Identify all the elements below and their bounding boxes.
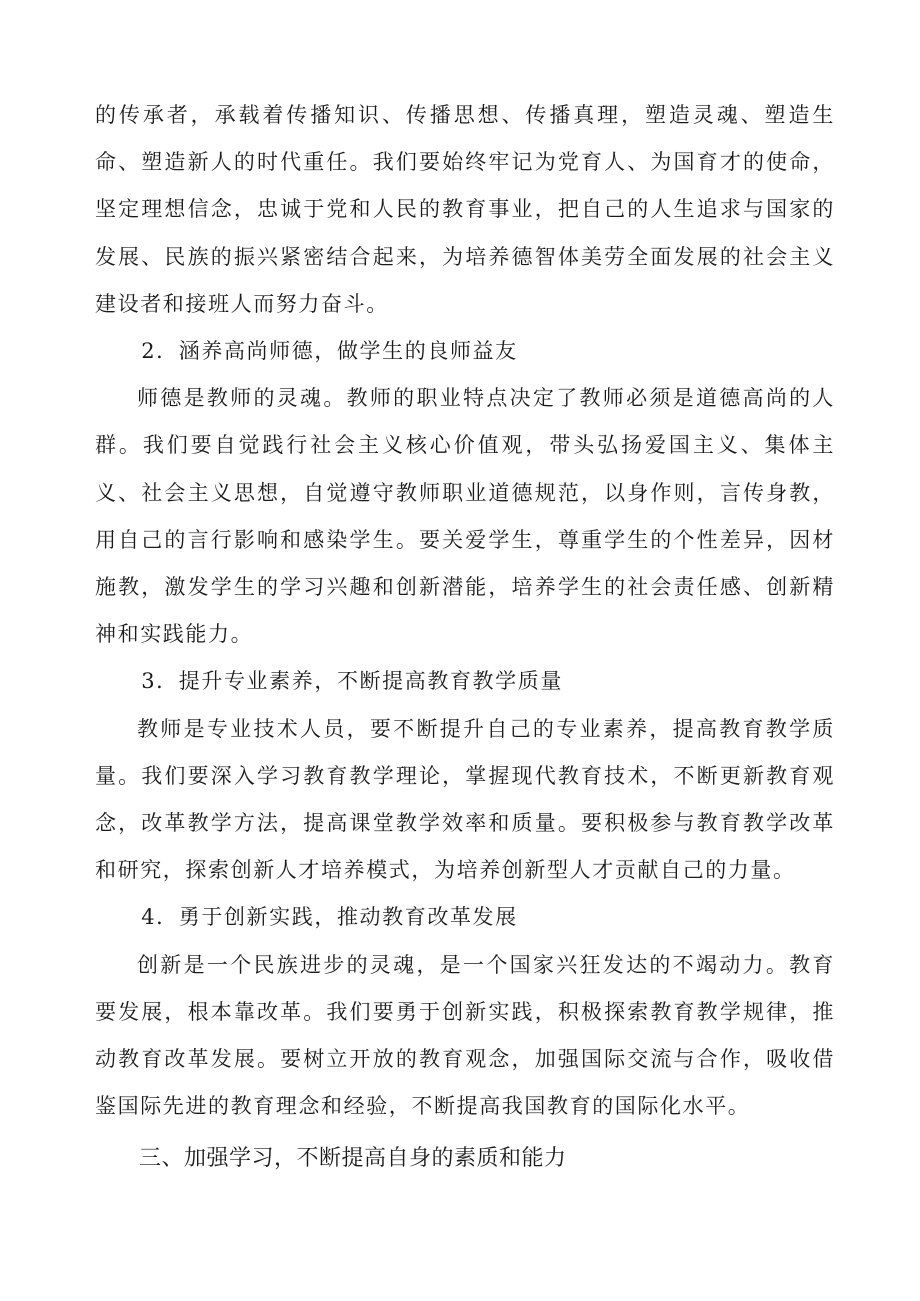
paragraph-4: 创新是一个民族进步的灵魂，是一个国家兴狂发达的不竭动力。教育要发展，根本靠改革。我们要勇于创新实践，积极探索教育教学规律，推动教育改革发展。要树立开放的教育观念，加强国际交流与合作，吸收借鉴国际先进的教育理念和经验，不断提高我国教育的国际化水平。 (95, 952, 835, 1119)
subheading-2: 2．涵养高尚师德，做学生的良师益友 (141, 339, 518, 364)
paragraph-intro: 的传承者，承载着传播知识、传播思想、传播真理，塑造灵魂、塑造生命、塑造新人的时代重任。我们要始终牢记为党育人、为国育才的使命，坚定理想信念，忠诚于党和人民的教育事业，把自己的人生追求与国家的发展、民族的振兴紧密结合起来，为培养德智体美劳全面发展的社会主义建设者和接班人而努力奋斗。 (95, 103, 835, 316)
document-page (95, 92, 835, 1182)
section-heading-3: 三、加强学习，不断提高自身的素质和能力 (139, 1146, 567, 1172)
subheading-4: 4．勇于创新实践，推动教育改革发展 (141, 905, 518, 930)
subheading-3: 3．提升专业素养，不断提高教育教学质量 (141, 669, 563, 694)
paragraph-2: 师德是教师的灵魂。教师的职业特点决定了教师必须是道德高尚的人群。我们要自觉践行社会主义核心价值观，带头弘扬爱国主义、集体主义、社会主义思想，自觉遵守教师职业道德规范，以身作则，言传身教，用自己的言行影响和感染学生。要关爱学生，尊重学生的个性差异，因材施教，激发学生的学习兴趣和创新潜能，培养学生的社会责任感、创新精神和实践能力。 (95, 386, 835, 647)
paragraph-3: 教师是专业技术人员，要不断提升自己的专业素养，提高教育教学质量。我们要深入学习教育教学理论，掌握现代教育技术，不断更新教育观念，改革教学方法，提高课堂教学效率和质量。要积极参与教育教学改革和研究，探索创新人才培养模式，为培养创新型人才贡献自己的力量。 (95, 716, 835, 883)
